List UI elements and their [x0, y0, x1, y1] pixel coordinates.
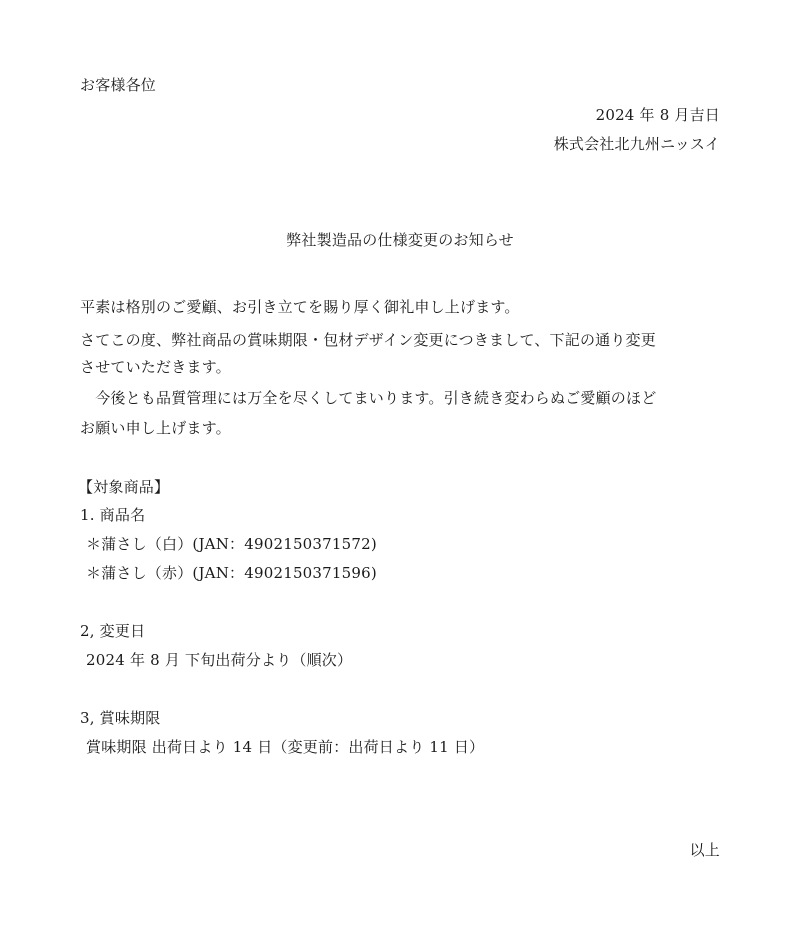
body-line: さてこの度、弊社商品の賞味期限・包材デザイン変更につきまして、下記の通り変更	[80, 331, 656, 349]
section-1-heading: 1. 商品名	[80, 506, 146, 524]
body-line: お願い申し上げます。	[80, 419, 231, 437]
addressee: お客様各位	[80, 76, 157, 94]
product-item: ＊蒲さし（白）(JAN：4902150371572)	[86, 535, 377, 553]
section-3-heading: 3, 賞味期限	[80, 709, 161, 727]
target-products-heading: 【対象商品】	[78, 478, 170, 496]
body-line: させていただきます。	[80, 358, 231, 376]
expiry-text: 賞味期限 出荷日より 14 日（変更前：出荷日より 11 日）	[86, 738, 485, 756]
product-item: ＊蒲さし（赤）(JAN：4902150371596)	[86, 564, 377, 582]
body-line: 平素は格別のご愛顧、お引き立てを賜り厚く御礼申し上げます。	[80, 298, 520, 316]
closing-mark: 以上	[689, 841, 720, 859]
sender-company: 株式会社北九州ニッスイ	[553, 135, 720, 153]
notice-title: 弊社製造品の仕様変更のお知らせ	[286, 231, 514, 249]
change-date-text: 2024 年 8 月 下旬出荷分より（順次）	[86, 651, 353, 669]
body-line: 今後とも品質管理には万全を尽くしてまいります。引き続き変わらぬご愛顧のほど	[80, 389, 657, 407]
issue-date: 2024 年 8 月吉日	[595, 106, 720, 124]
section-2-heading: 2, 変更日	[80, 622, 146, 640]
